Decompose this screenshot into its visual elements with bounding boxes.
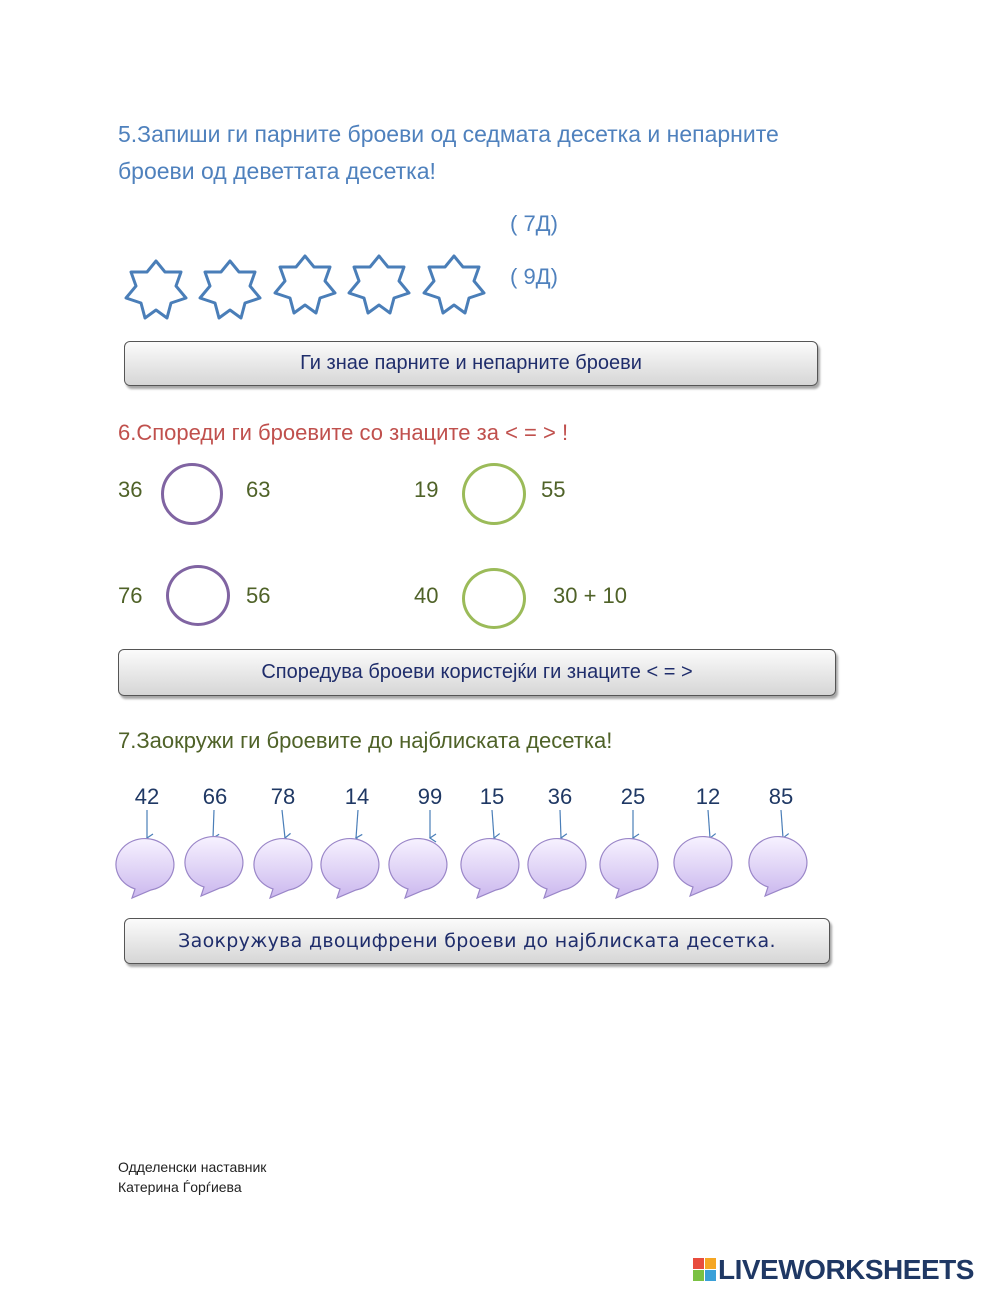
arrow-9 <box>708 810 710 838</box>
task-7-instruction: 7.Заокружи ги броевите до најблиската десетка! <box>118 728 613 753</box>
compare-answer-circle[interactable] <box>166 565 230 626</box>
task-7-goal-bar: Заокружува двоцифрени броеви до најблиската десетка. <box>124 918 830 964</box>
round-number: 99 <box>417 784 443 809</box>
compare-left-number: 19 <box>414 477 439 502</box>
teacher-role: Одделенски наставник <box>118 1159 267 1175</box>
decade-9-label: ( 9Д) <box>510 264 558 289</box>
star-answer-2[interactable] <box>200 261 260 318</box>
round-number: 36 <box>547 784 573 809</box>
star-answer-row <box>118 252 498 322</box>
round-number: 78 <box>270 784 296 809</box>
compare-right-number: 55 <box>541 477 566 502</box>
star-answer-5[interactable] <box>424 256 484 313</box>
round-number: 85 <box>768 784 794 809</box>
round-number: 25 <box>620 784 646 809</box>
answer-bubble[interactable] <box>749 837 807 896</box>
answer-bubble[interactable] <box>254 839 312 898</box>
compare-right-number: 30 + 10 <box>553 583 628 608</box>
answer-bubble[interactable] <box>116 839 174 898</box>
task-5-line-1: 5.Запиши ги парните броеви од седмата десетка и непарните <box>118 121 779 147</box>
answer-bubble[interactable] <box>600 839 658 898</box>
compare-left-number: 40 <box>414 583 439 608</box>
arrow-10 <box>781 810 783 838</box>
compare-answer-circle[interactable] <box>462 568 526 629</box>
task-5-line-2: броеви од деветтата десетка! <box>118 158 436 184</box>
answer-bubble[interactable] <box>461 839 519 898</box>
decade-7-label: ( 7Д) <box>510 211 558 236</box>
task-5-instruction <box>118 116 858 190</box>
arrow-6 <box>492 810 494 838</box>
star-answer-3[interactable] <box>275 256 335 313</box>
round-number: 66 <box>202 784 228 809</box>
star-answer-4[interactable] <box>349 256 409 313</box>
arrow-3 <box>282 810 285 838</box>
task-6-instruction: 6.Спореди ги броевите со знаците за < = > ! <box>118 420 569 445</box>
arrow-7 <box>560 810 561 838</box>
task-5-goal-bar: Ги знае парните и непарните броеви <box>124 341 818 386</box>
answer-bubble[interactable] <box>185 837 243 896</box>
answer-bubble[interactable] <box>389 839 447 898</box>
arrow-4 <box>356 810 358 838</box>
liveworksheets-logo <box>693 1254 974 1286</box>
compare-left-number: 76 <box>118 583 143 608</box>
arrow-2 <box>213 810 214 838</box>
answer-bubble[interactable] <box>674 837 732 896</box>
compare-right-number: 63 <box>246 477 271 502</box>
liveworksheets-logo-icon <box>693 1258 717 1282</box>
round-number: 12 <box>695 784 721 809</box>
compare-answer-circle[interactable] <box>462 463 526 525</box>
star-answer-1[interactable] <box>126 261 186 318</box>
compare-left-number: 36 <box>118 477 143 502</box>
logo-text: LIVEWORKSHEETS <box>718 1254 974 1285</box>
teacher-name: Катерина Ѓорѓиева <box>118 1179 242 1195</box>
round-number: 14 <box>344 784 370 809</box>
round-number: 42 <box>134 784 160 809</box>
answer-bubble[interactable] <box>321 839 379 898</box>
compare-right-number: 56 <box>246 583 271 608</box>
round-number: 15 <box>479 784 505 809</box>
compare-answer-circle[interactable] <box>161 463 223 525</box>
answer-bubble[interactable] <box>528 839 586 898</box>
rounding-answers <box>110 808 820 908</box>
teacher-signature <box>118 1157 266 1197</box>
task-6-goal-bar: Споредува броеви користејќи ги знаците < = > <box>118 649 836 696</box>
